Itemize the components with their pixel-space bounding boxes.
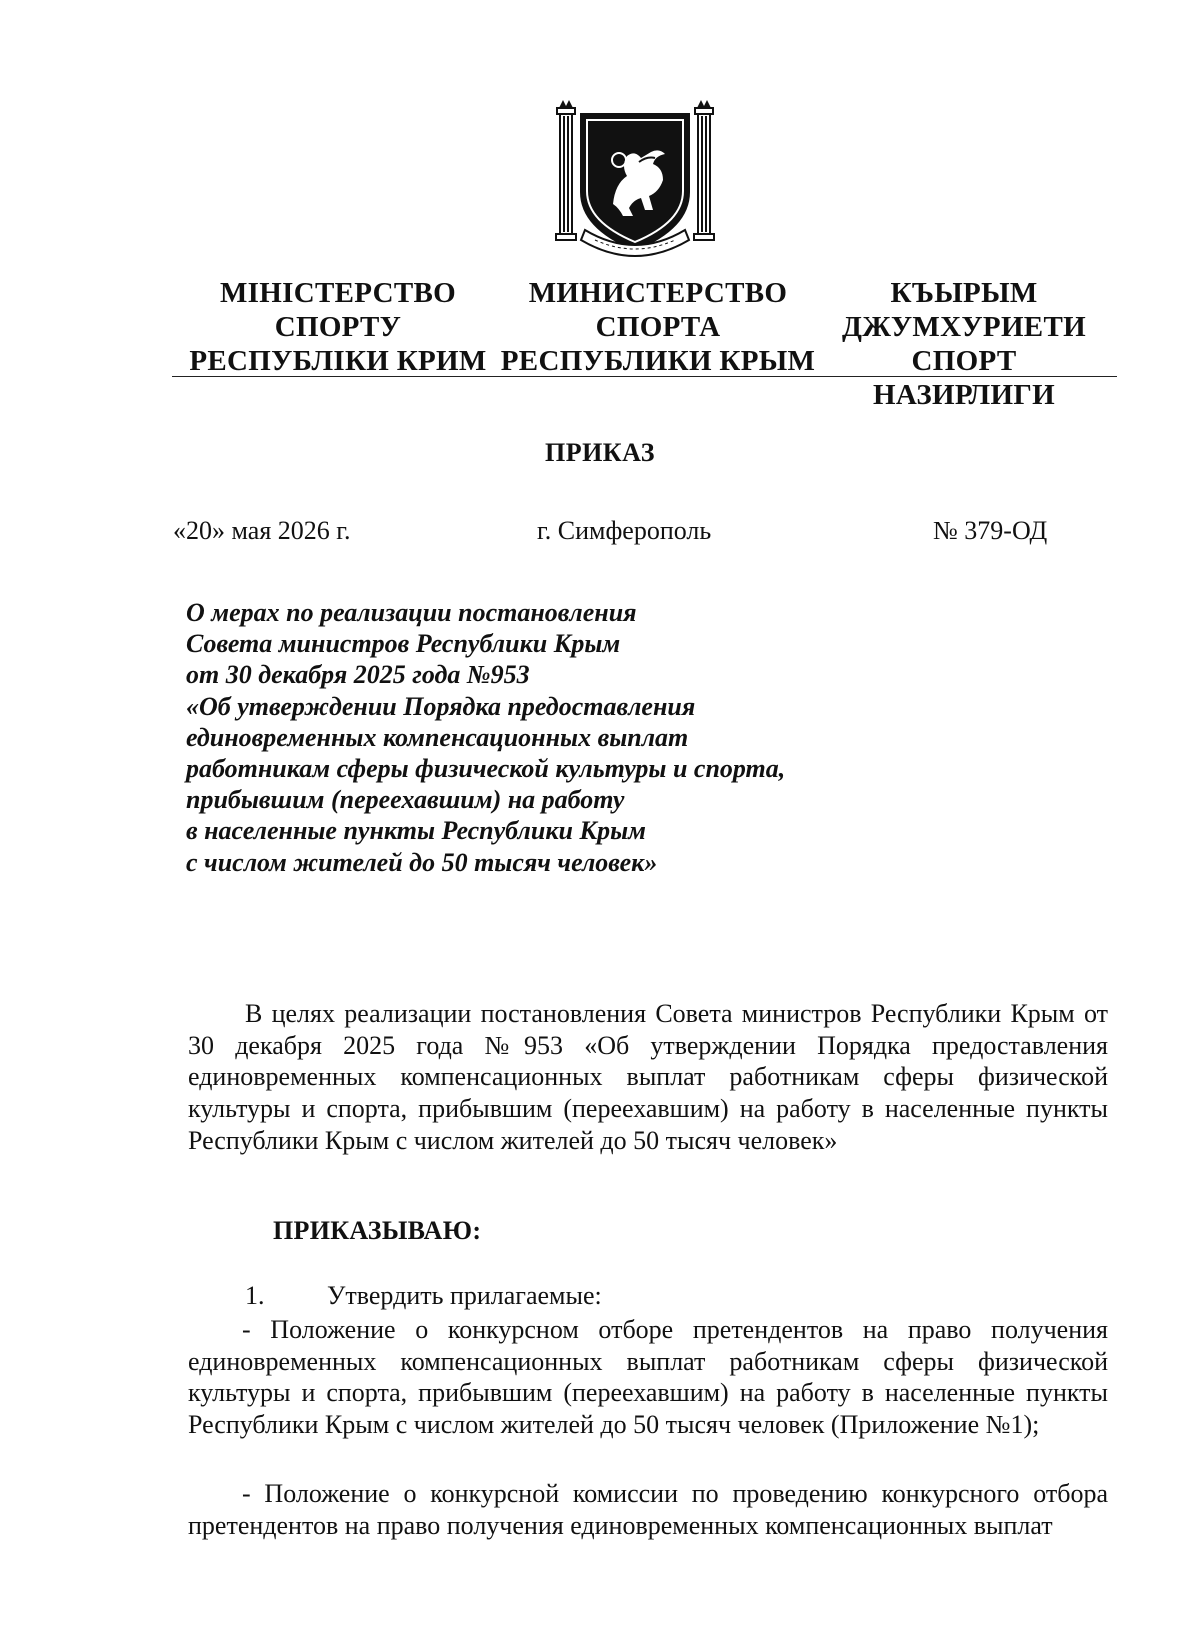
subject-line: работникам сферы физической культуры и спорта, xyxy=(186,754,786,784)
org-name-line: РЕСПУБЛІКИ КРИМ xyxy=(189,345,487,377)
order-city: г. Симферополь xyxy=(537,516,712,545)
org-name-line: ДЖУМХУРИЕТИ xyxy=(842,311,1086,343)
subject-line: О мерах по реализации постановления xyxy=(186,598,637,627)
subject-line: с числом жителей до 50 тысяч человек» xyxy=(186,847,658,877)
org-name-russian xyxy=(497,276,819,378)
subject-line: Совета министров Республики Крым xyxy=(186,629,621,659)
org-name-line: СПОРТА xyxy=(595,311,721,343)
org-name-line: СПОРТ НАЗИРЛИГИ xyxy=(873,345,1055,411)
item-text: Утвердить прилагаемые: xyxy=(327,1281,602,1310)
order-number: № 379-ОД xyxy=(933,516,1048,545)
subject-line: в населенные пункты Республики Крым xyxy=(186,816,646,846)
item-bullet: - Положение о конкурсной комиссии по проведению конкурсного отбора претендентов на право получения единовременных компенсационных выплат xyxy=(188,1479,1108,1540)
org-name-ukrainian xyxy=(188,276,488,378)
order-directive: ПРИКАЗЫВАЮ: xyxy=(273,1216,482,1245)
item-bullet: - Положение о конкурсном отборе претендентов на право получения единовременных компенсационных выплат работникам сферы физической культуры и спорта, прибывшим (переехавшим) на работу в населенные пункты Республики Крым с числом жителей до 50 тысяч человек (Приложение №1); xyxy=(188,1315,1108,1440)
order-item xyxy=(245,1281,602,1311)
order-date: «20» мая 2026 г. xyxy=(173,516,351,545)
org-name-line: РЕСПУБЛИКИ КРЫМ xyxy=(500,345,816,377)
subject-line: единовременных компенсационных выплат xyxy=(186,722,689,752)
preamble-paragraph: В целях реализации постановления Совета министров Республики Крым от 30 декабря 2025 года №953 «Об утверждении Порядка предоставления единовременных компенсационных выплат работникам сферы физической культуры и спорта, прибывшим (переехавшим) на работу в населенные пункты Республики Крым с числом жителей до 50 тысяч человек» xyxy=(188,999,1108,1155)
org-name-line: МІНІСТЕРСТВО xyxy=(220,277,456,309)
document-title: ПРИКАЗ xyxy=(544,438,656,467)
item-number: 1. xyxy=(245,1281,265,1310)
header-divider xyxy=(172,376,1117,377)
subject-line: «Об утверждении Порядка предоставления xyxy=(186,691,696,721)
org-name-line: МИНИСТЕРСТВО xyxy=(528,277,788,309)
order-subject xyxy=(186,597,886,878)
subject-line: прибывшим (переехавшим) на работу xyxy=(186,785,625,815)
coat-of-arms-icon xyxy=(555,100,715,270)
org-name-line: СПОРТУ xyxy=(274,311,402,343)
org-name-crimean-tatar xyxy=(819,276,1109,412)
org-name-line: КЪЫРЫМ xyxy=(890,277,1038,309)
subject-line: от 30 декабря 2025 года №953 xyxy=(186,660,530,690)
